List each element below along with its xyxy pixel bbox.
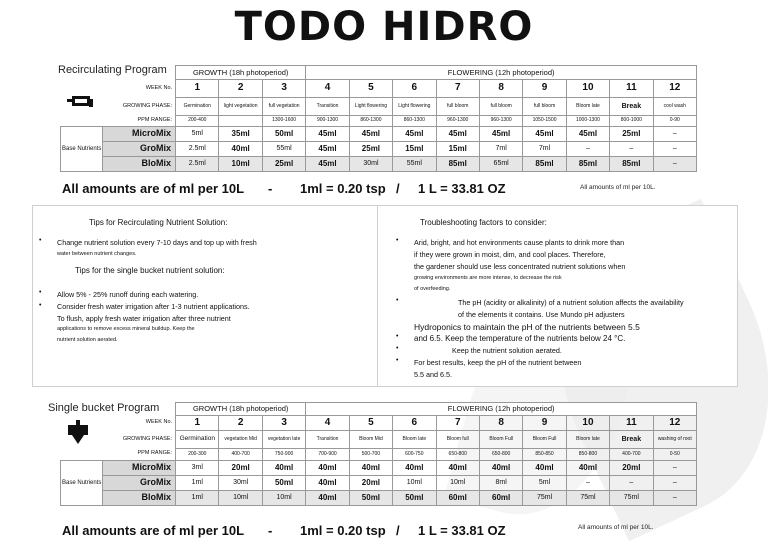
dose-cell: 40ml	[306, 461, 349, 476]
growing-phase: Light flowering	[349, 98, 392, 116]
dose-cell: 50ml	[262, 127, 305, 142]
dose-cell: 40ml	[306, 491, 349, 506]
tip-text: Allow 5% - 25% runoff during each watering.	[57, 290, 199, 299]
growing-phase: vegetation late	[262, 431, 305, 449]
dose-cell: 1ml	[176, 476, 219, 491]
dose-cell: 40ml	[349, 461, 392, 476]
growing-phase: Germination	[176, 431, 219, 449]
tips-right-column	[378, 206, 736, 386]
dose-cell: –	[610, 476, 653, 491]
growing-phase: full bloom	[523, 98, 566, 116]
dose-cell: –	[653, 142, 696, 157]
dose-cell: 10ml	[262, 491, 305, 506]
dose-cell: 35ml	[219, 127, 262, 142]
row-label-week: WEEK No.	[145, 84, 173, 91]
dose-cell: 55ml	[393, 157, 436, 172]
dose-cell: 20ml	[610, 461, 653, 476]
tips-box	[32, 205, 738, 387]
ppm-range: 850-850	[523, 449, 566, 461]
dose-cell: 45ml	[306, 142, 349, 157]
dose-cell: 40ml	[523, 461, 566, 476]
ppm-range: 850-800	[566, 449, 609, 461]
growing-phase: Break	[610, 98, 653, 116]
dose-cell: 60ml	[479, 491, 522, 506]
ppm-range: 700-900	[306, 449, 349, 461]
ppm-range: 400-700	[219, 449, 262, 461]
week-number: 2	[219, 80, 262, 98]
tip-text: nutrient solution aerated.	[57, 337, 118, 343]
growing-phase: Bloom full	[436, 431, 479, 449]
week-number: 10	[566, 416, 609, 431]
week-number: 12	[653, 80, 696, 98]
bullet: •	[39, 302, 42, 309]
week-number: 8	[479, 80, 522, 98]
row-label-ppm: PPM RANGE:	[137, 450, 173, 457]
bullet: •	[39, 237, 42, 244]
recirc-program-label: Recirculating Program	[58, 64, 167, 76]
week-number: 12	[653, 416, 696, 431]
dose-cell: 50ml	[349, 491, 392, 506]
dose-cell: 15ml	[393, 142, 436, 157]
ppm-range	[219, 116, 262, 127]
growing-phase: Bloom late	[566, 98, 609, 116]
amount-slash: /	[396, 181, 400, 196]
ppm-range: 500-700	[349, 449, 392, 461]
amount-dash: -	[268, 523, 273, 538]
oz-conversion: 1 L = 33.81 OZ	[418, 181, 506, 196]
ppm-range: 650-800	[479, 449, 522, 461]
row-label-phase: GROWING PHASE:	[122, 102, 173, 109]
dose-cell: 25ml	[610, 127, 653, 142]
dose-cell: 85ml	[566, 157, 609, 172]
growing-phase: cool wash	[653, 98, 696, 116]
growing-phase: full bloom	[436, 98, 479, 116]
tip-text: 5.5 and 6.5.	[414, 370, 452, 379]
dose-cell: 10ml	[393, 476, 436, 491]
dose-cell: 7ml	[523, 142, 566, 157]
dose-cell: 5ml	[523, 476, 566, 491]
week-number: 7	[436, 80, 479, 98]
oz-conversion: 1 L = 33.81 OZ	[418, 523, 506, 538]
ppm-range: 200-400	[176, 116, 219, 127]
dose-cell: 30ml	[349, 157, 392, 172]
amount-slash: /	[396, 523, 400, 538]
dose-cell: 3ml	[176, 461, 219, 476]
dose-cell: 2.5ml	[176, 157, 219, 172]
base-nutrients-label: Base Nutrients	[61, 127, 103, 172]
dose-cell: 25ml	[262, 157, 305, 172]
ppm-range: 650-800	[436, 449, 479, 461]
tip-text: The pH (acidity or alkalinity) of a nutrient solution affects the availability	[458, 298, 684, 307]
week-number: 4	[306, 416, 349, 431]
tip-text: Change nutrient solution every 7-10 days and top up with fresh	[57, 238, 257, 247]
tip-text: For best results, keep the pH of the nutrient between	[414, 358, 582, 367]
nutrient-name: BloMix	[103, 157, 176, 172]
nutrient-name: BloMix	[103, 491, 176, 506]
nutrient-name: GroMix	[103, 476, 176, 491]
tips-recirc-heading: Tips for Recirculating Nutrient Solution:	[89, 218, 228, 227]
growing-phase: Transition	[306, 98, 349, 116]
dose-cell: –	[653, 476, 696, 491]
week-number: 7	[436, 416, 479, 431]
tip-text: growing environments are more intense, to decrease the risk	[414, 275, 562, 281]
single-growth-header: GROWTH (18h photoperiod)	[176, 403, 306, 416]
bullet: •	[396, 237, 399, 244]
dose-cell: 60ml	[436, 491, 479, 506]
ppm-range: 400-700	[610, 449, 653, 461]
dose-cell: –	[653, 491, 696, 506]
nutrient-name: MicroMix	[103, 461, 176, 476]
dose-cell: 40ml	[566, 461, 609, 476]
recirc-amount-note: All amounts of ml per 10L.	[580, 184, 656, 191]
growing-phase: Bloom Full	[523, 431, 566, 449]
page-title: TODO HIDRO	[234, 4, 534, 50]
growing-phase: full bloom	[479, 98, 522, 116]
growing-phase: Transition	[306, 431, 349, 449]
tsp-conversion: 1ml = 0.20 tsp	[300, 523, 386, 538]
ppm-range: 0-50	[653, 449, 696, 461]
week-number: 4	[306, 80, 349, 98]
ppm-range: 960-1300	[436, 116, 479, 127]
dose-cell: 40ml	[436, 461, 479, 476]
dose-cell: 45ml	[479, 127, 522, 142]
tip-text: Consider fresh water irrigation after 1-3 nutrient applications.	[57, 302, 250, 311]
ppm-range: 960-1300	[479, 116, 522, 127]
ppm-range: 750-900	[262, 449, 305, 461]
bullet: •	[396, 333, 399, 340]
single-flowering-header: FLOWERING (12h photoperiod)	[306, 403, 697, 416]
ppm-range: 0-90	[653, 116, 696, 127]
growing-phase: full vegetation	[262, 98, 305, 116]
bullet: •	[396, 357, 399, 364]
amount-text: All amounts are of ml per 10L	[62, 523, 245, 538]
week-number: 8	[479, 416, 522, 431]
dose-cell: –	[610, 142, 653, 157]
dose-cell: 45ml	[306, 127, 349, 142]
tsp-conversion: 1ml = 0.20 tsp	[300, 181, 386, 196]
dose-cell: 40ml	[306, 476, 349, 491]
week-number: 9	[523, 416, 566, 431]
week-number: 2	[219, 416, 262, 431]
growing-phase: washing of root	[653, 431, 696, 449]
single-amount-note: All amounts of ml per 10L.	[578, 524, 654, 531]
tip-text: Keep the nutrient solution aerated.	[452, 346, 562, 355]
week-number: 3	[262, 80, 305, 98]
growing-phase: Light flowering	[393, 98, 436, 116]
dose-cell: –	[566, 476, 609, 491]
dose-cell: 8ml	[479, 476, 522, 491]
base-nutrients-label: Base Nutrients	[61, 461, 103, 506]
nutrient-name: MicroMix	[103, 127, 176, 142]
week-number: 1	[176, 416, 219, 431]
dose-cell: 85ml	[523, 157, 566, 172]
dose-cell: –	[653, 461, 696, 476]
recirc-growth-header: GROWTH (18h photoperiod)	[176, 66, 306, 80]
tip-text: of overfeeding.	[414, 286, 451, 292]
dose-cell: 75ml	[523, 491, 566, 506]
week-number: 6	[393, 80, 436, 98]
dose-cell: 15ml	[436, 142, 479, 157]
tips-single-heading: Tips for the single bucket nutrient solution:	[75, 266, 225, 275]
ppm-range: 600-750	[393, 449, 436, 461]
ppm-range: 800-1000	[610, 116, 653, 127]
growing-phase: Bloom Mid	[349, 431, 392, 449]
bullet: •	[39, 289, 42, 296]
ppm-range: 900-1300	[306, 116, 349, 127]
dose-cell: 55ml	[262, 142, 305, 157]
dose-cell: –	[653, 157, 696, 172]
dose-cell: 45ml	[306, 157, 349, 172]
single-table	[60, 402, 697, 506]
dose-cell: 5ml	[176, 127, 219, 142]
week-number: 11	[610, 416, 653, 431]
ppm-range: 1300-1600	[262, 116, 305, 127]
week-number: 11	[610, 80, 653, 98]
dose-cell: 50ml	[262, 476, 305, 491]
bullet: •	[396, 297, 399, 304]
tip-text: Arid, bright, and hot environments cause plants to drink more than	[414, 238, 625, 247]
tip-text: and 6.5. Keep the temperature of the nutrients below 24 °C.	[414, 334, 626, 343]
dose-cell: 45ml	[349, 127, 392, 142]
amount-dash: -	[268, 181, 273, 196]
dose-cell: 25ml	[349, 142, 392, 157]
week-number: 1	[176, 80, 219, 98]
ppm-range: 1000-1300	[566, 116, 609, 127]
growing-phase: Bloom late	[393, 431, 436, 449]
dose-cell: 30ml	[219, 476, 262, 491]
week-number: 5	[349, 416, 392, 431]
tip-text: To flush, apply fresh water irrigation after three nutrient	[57, 314, 231, 323]
tip-text: water between nutrient changes.	[57, 251, 137, 257]
tip-text: of the elements it contains. Use Mundo pH adjusters	[458, 310, 625, 319]
ppm-range: 860-1300	[393, 116, 436, 127]
week-number: 3	[262, 416, 305, 431]
tip-text: applications to remove excess mineral buildup. Keep the	[57, 326, 195, 332]
tips-left-column	[33, 206, 378, 386]
tip-text: if they were grown in moist, dim, and cool places. Therefore,	[414, 250, 606, 259]
week-number: 9	[523, 80, 566, 98]
dose-cell: 10ml	[219, 157, 262, 172]
growing-phase: Bloom late	[566, 431, 609, 449]
week-number: 5	[349, 80, 392, 98]
ppm-range: 1050-1500	[523, 116, 566, 127]
dose-cell: 20ml	[349, 476, 392, 491]
amount-text: All amounts are of ml per 10L	[62, 181, 245, 196]
dose-cell: 40ml	[219, 142, 262, 157]
dose-cell: 40ml	[262, 461, 305, 476]
dose-cell: –	[653, 127, 696, 142]
row-label-phase: GROWING PHASE:	[122, 435, 173, 442]
dose-cell: 75ml	[610, 491, 653, 506]
tip-text: Hydroponics to maintain the pH of the nutrients between 5.5	[414, 322, 640, 332]
growing-phase: Bloom Full	[479, 431, 522, 449]
dose-cell: 40ml	[393, 461, 436, 476]
growing-phase: Break	[610, 431, 653, 449]
dose-cell: 85ml	[436, 157, 479, 172]
dose-cell: –	[566, 142, 609, 157]
growing-phase: Germination	[176, 98, 219, 116]
row-label-week: WEEK No.	[145, 419, 173, 426]
dose-cell: 65ml	[479, 157, 522, 172]
dose-cell: 45ml	[523, 127, 566, 142]
bullet: •	[396, 345, 399, 352]
dose-cell: 45ml	[393, 127, 436, 142]
ppm-range: 860-1300	[349, 116, 392, 127]
dose-cell: 7ml	[479, 142, 522, 157]
dose-cell: 75ml	[566, 491, 609, 506]
dose-cell: 10ml	[436, 476, 479, 491]
dose-cell: 20ml	[219, 461, 262, 476]
week-number: 10	[566, 80, 609, 98]
dose-cell: 40ml	[479, 461, 522, 476]
dose-cell: 1ml	[176, 491, 219, 506]
dose-cell: 10ml	[219, 491, 262, 506]
row-label-ppm: PPM RANGE:	[137, 116, 173, 123]
dose-cell: 45ml	[436, 127, 479, 142]
dose-cell: 2.5ml	[176, 142, 219, 157]
recirc-table	[60, 65, 697, 172]
tip-text: the gardener should use less concentrated nutrient solutions when	[414, 262, 626, 271]
recirc-flowering-header: FLOWERING (12h photoperiod)	[306, 66, 697, 80]
dose-cell: 85ml	[610, 157, 653, 172]
ppm-range: 200-300	[176, 449, 219, 461]
troubleshooting-heading: Troubleshooting factors to consider:	[420, 218, 547, 227]
nutrient-name: GroMix	[103, 142, 176, 157]
dose-cell: 50ml	[393, 491, 436, 506]
week-number: 6	[393, 416, 436, 431]
growing-phase: light vegetation	[219, 98, 262, 116]
growing-phase: vegetation Mid	[219, 431, 262, 449]
single-program-label: Single bucket Program	[48, 402, 160, 414]
dose-cell: 45ml	[566, 127, 609, 142]
